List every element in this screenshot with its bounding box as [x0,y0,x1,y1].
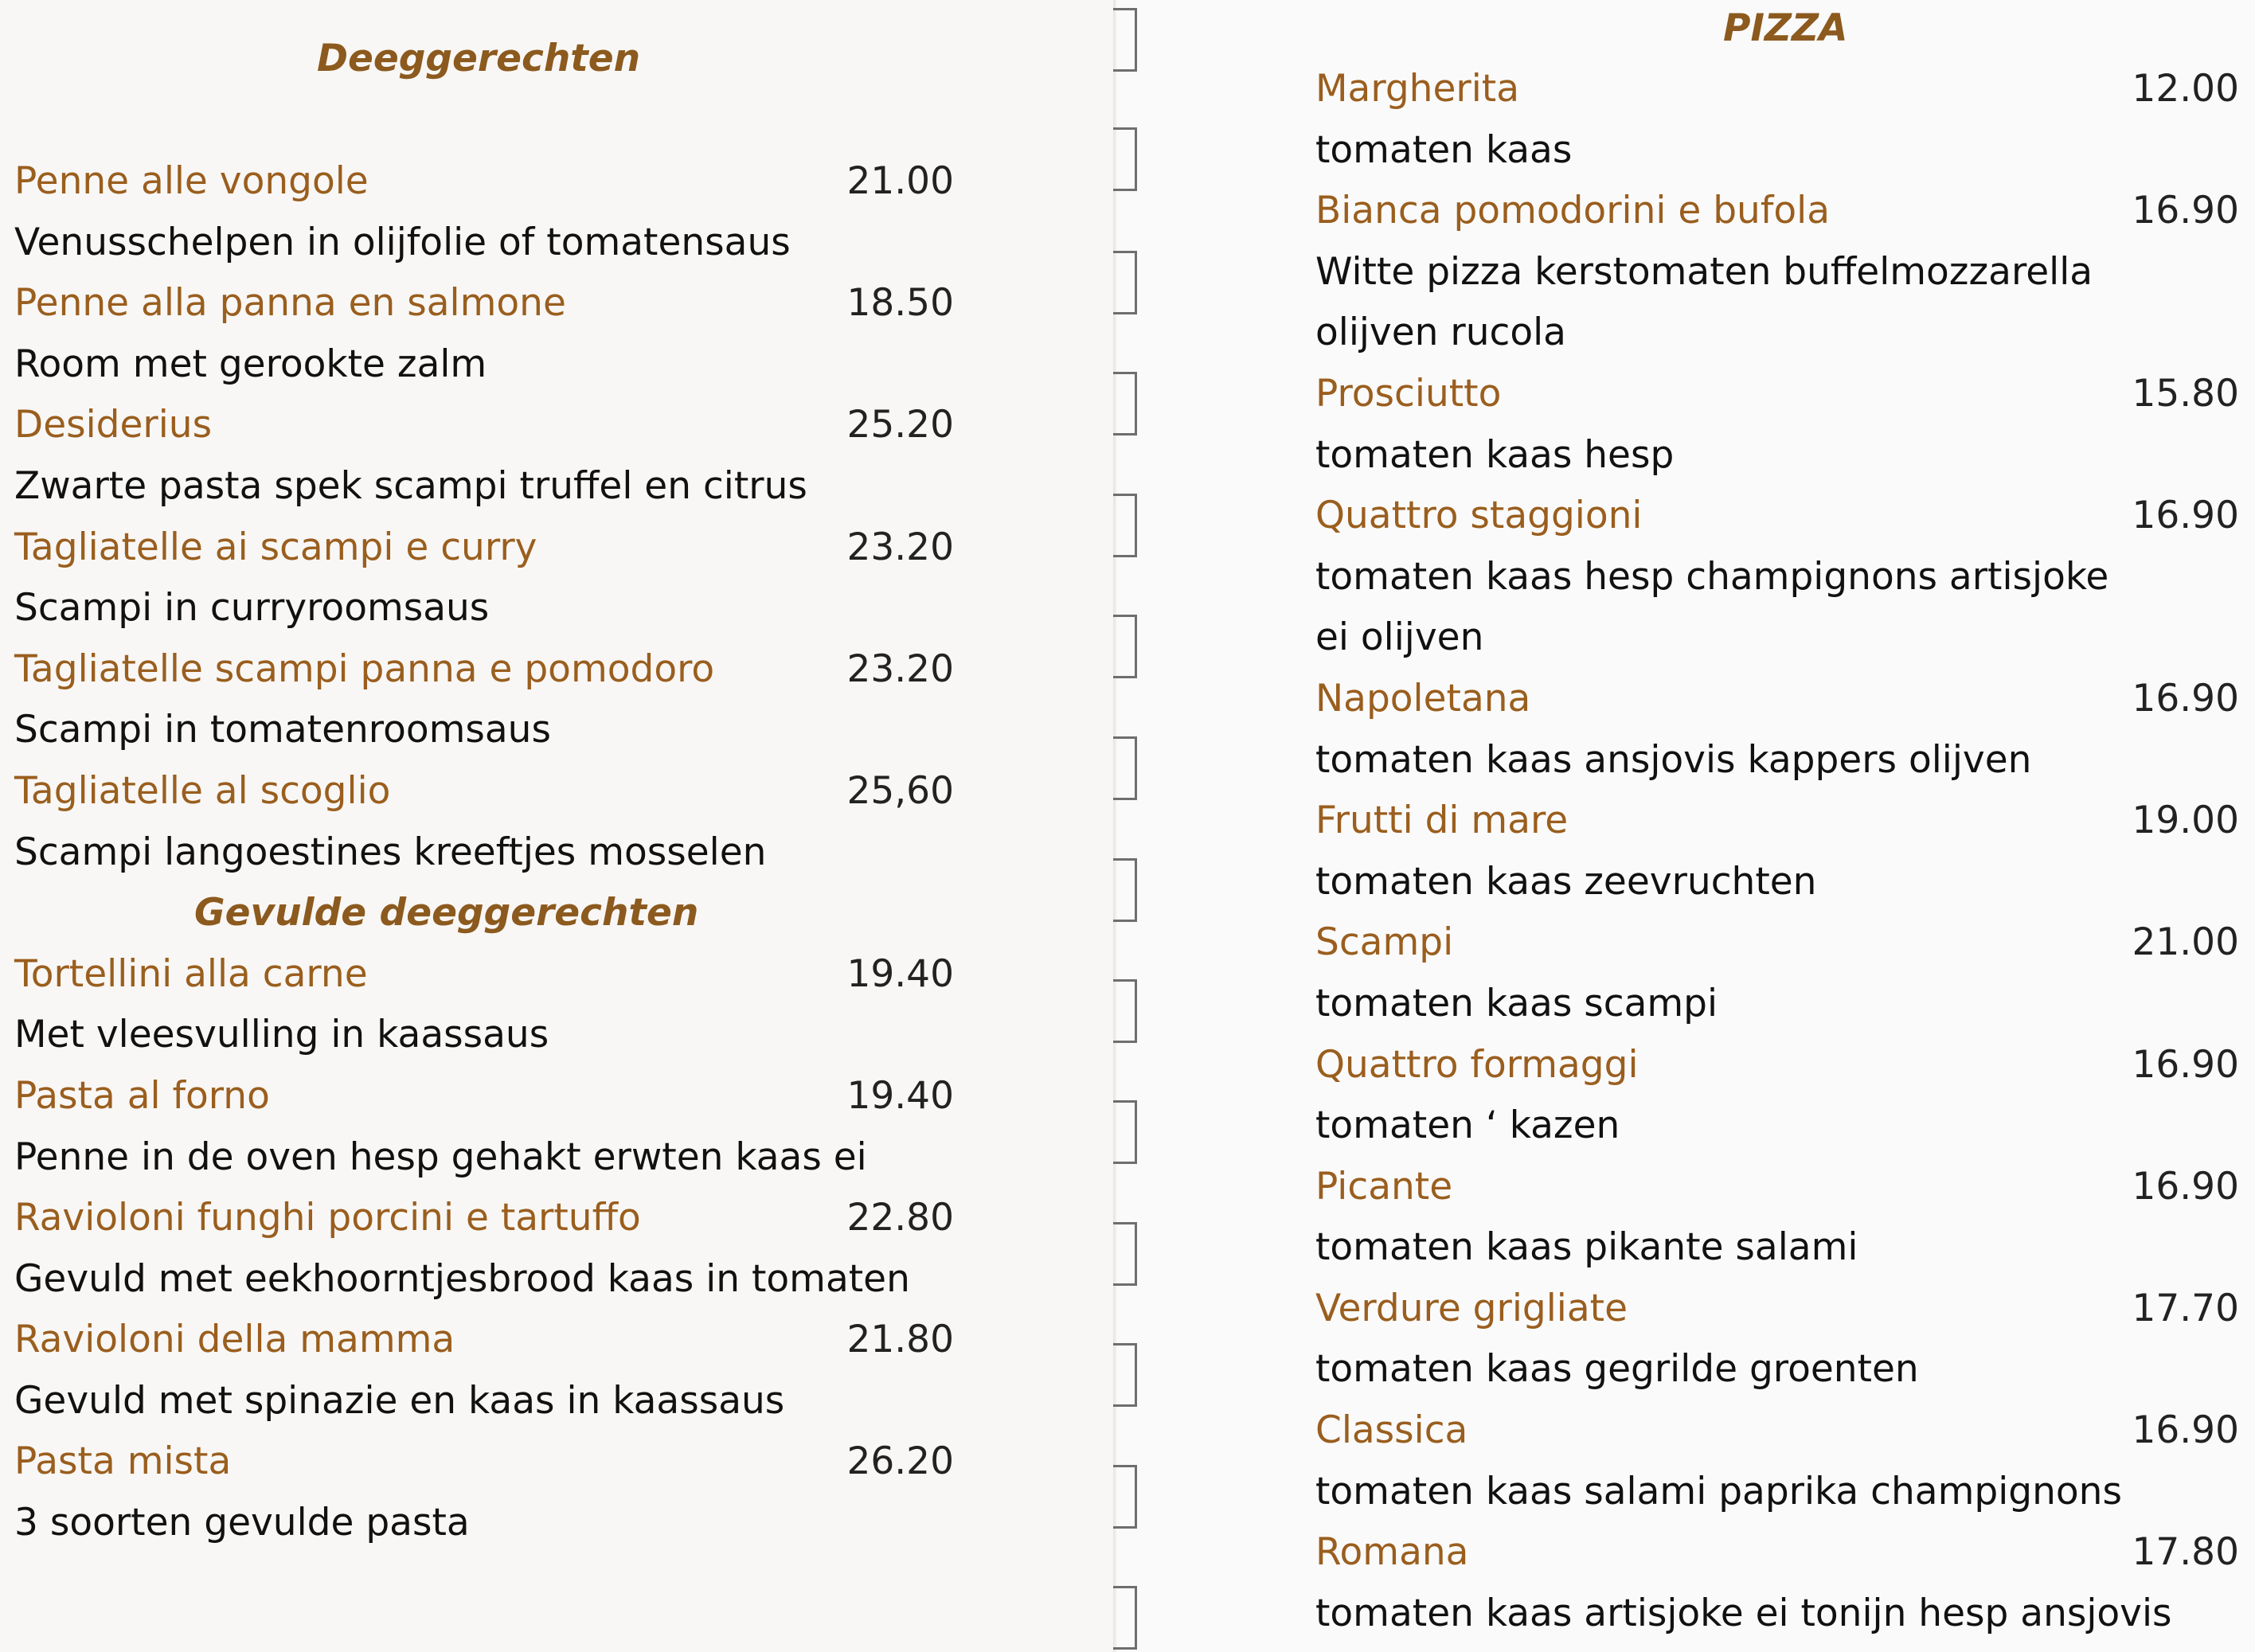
dish-price: 17.80 [2132,1530,2239,1575]
dish-name: Classica [1315,1408,1468,1453]
dish-description: tomaten kaas zeevruchten [1315,859,1817,904]
menu-item-row [14,273,954,334]
menu-item-row [1315,181,2239,242]
menu-item-row [14,1310,954,1371]
binding-ring [1113,1586,1140,1650]
dish-description: tomaten kaas hesp champignons artisjoke [1315,554,2109,599]
dish-price: 16.90 [2132,1408,2239,1453]
dish-price: 16.90 [2132,189,2239,233]
section-heading-deeggerechten: Deeggerechten [317,37,641,80]
dish-description: Venusschelpen in olijfolie of tomatensaus [14,220,791,264]
dish-description: Scampi in curryroomsaus [14,586,490,631]
binding-ring [1113,372,1140,435]
menu-item-row [1315,912,2239,974]
dish-description: Penne in de oven hesp gehakt erwten kaas ei [14,1135,867,1179]
dish-price: 19.40 [846,1073,954,1118]
dish-description: tomaten kaas [1315,127,1573,172]
dish-price: 16.90 [2132,1042,2239,1087]
menu-item-row [1315,791,2239,852]
menu-item-row [14,395,954,456]
menu-item-row [14,1188,954,1249]
binding-ring [1113,251,1140,314]
binding-ring [1113,858,1140,922]
dish-price: 16.90 [2132,494,2239,538]
dish-price: 25,60 [846,768,954,813]
pizza-list [1315,59,2239,1644]
dish-description: tomaten kaas hesp [1315,432,1675,477]
dish-price: 26.20 [846,1439,954,1484]
menu-item-row [1315,1400,2239,1462]
filled-pasta-list [14,944,954,1554]
dish-price: 12.00 [2132,67,2239,111]
dish-price: 23.20 [846,646,954,691]
dish-price: 23.20 [846,525,954,569]
binding-ring [1113,1222,1140,1286]
dish-price: 19.00 [2132,799,2239,843]
menu-item-row [14,761,954,822]
pasta-list [14,151,954,883]
dish-description: tomaten ‘ kazen [1315,1103,1620,1148]
dish-name: Penne alla panna en salmone [14,281,566,326]
dish-name: Penne alle vongole [14,159,369,203]
dish-description: Room met gerookte zalm [14,342,487,386]
menu-item-row [1315,1157,2239,1218]
dish-name: Ravioloni funghi porcini e tartuffo [14,1196,641,1240]
dish-name: Frutti di mare [1315,799,1569,843]
menu-item-row [14,639,954,701]
dish-name: Verdure grigliate [1315,1286,1628,1330]
dish-name: Bianca pomodorini e bufola [1315,189,1830,233]
dish-description: Zwarte pasta spek scampi truffel en citrus [14,463,807,508]
dish-name: Tagliatelle scampi panna e pomodoro [14,646,715,691]
menu-item-row [1315,364,2239,425]
binding-ring [1113,979,1140,1043]
dish-price: 19.40 [846,951,954,996]
menu-item-row [14,517,954,579]
dish-name: Desiderius [14,403,213,447]
spacer [14,89,954,151]
dish-description: tomaten kaas pikante salami [1315,1225,1858,1270]
section-heading-gevulde: Gevulde deeggerechten [194,891,699,935]
dish-description: tomaten kaas salami paprika champignons [1315,1469,2122,1513]
dish-price: 16.90 [2132,1164,2239,1209]
dish-name: Quattro staggioni [1315,494,1643,538]
menu-item-row [14,151,954,213]
binding-ring [1113,127,1140,191]
dish-price: 21.00 [2132,920,2239,965]
dish-description: Scampi langoestines kreeftjes mosselen [14,830,767,874]
binding-ring [1113,615,1140,678]
dish-name: Napoletana [1315,676,1531,721]
dish-price: 16.90 [2132,676,2239,721]
menu-item-row [1315,1522,2239,1584]
dish-name: Ravioloni della mamma [14,1318,455,1362]
menu-item-row [1315,1279,2239,1340]
menu-item-row [1315,1035,2239,1096]
dish-description: Witte pizza kerstomaten buffelmozzarella [1315,249,2093,294]
pizza-column [1315,0,2239,1644]
dish-name: Quattro formaggi [1315,1042,1639,1087]
dish-name: Tortellini alla carne [14,951,368,996]
dish-name: Tagliatelle ai scampi e curry [14,525,537,569]
binding-ring [1113,8,1140,72]
dish-name: Scampi [1315,920,1454,965]
dish-name: Tagliatelle al scoglio [14,768,391,813]
pasta-column [14,0,954,1554]
binding-ring [1113,1343,1140,1407]
dish-description: tomaten kaas ansjovis kappers olijven [1315,737,2032,782]
dish-description: Gevuld met spinazie en kaas in kaassaus [14,1378,785,1423]
menu-item-row [1315,669,2239,730]
dish-description: olijven rucola [1315,310,1566,355]
binding-ring [1113,736,1140,800]
dish-name: Picante [1315,1164,1453,1209]
dish-description: tomaten kaas scampi [1315,981,1718,1025]
menu-item-row [14,1431,954,1493]
dish-price: 21.80 [846,1318,954,1362]
dish-price: 17.70 [2132,1286,2239,1330]
dish-price: 18.50 [846,281,954,326]
menu-item-row [14,1066,954,1127]
dish-name: Prosciutto [1315,371,1502,416]
dish-name: Margherita [1315,67,1519,111]
dish-description: Met vleesvulling in kaassaus [14,1013,549,1057]
menu-item-row [1315,59,2239,120]
dish-price: 25.20 [846,403,954,447]
dish-price: 15.80 [2132,371,2239,416]
dish-price: 22.80 [846,1196,954,1240]
dish-description: 3 soorten gevulde pasta [14,1501,470,1545]
menu-item-row [14,944,954,1006]
binding-ring [1113,1465,1140,1529]
dish-description: Scampi in tomatenroomsaus [14,708,551,752]
dish-name: Romana [1315,1530,1469,1575]
dish-description: ei olijven [1315,615,1484,660]
binding-ring [1113,494,1140,557]
binding-ring [1113,1100,1140,1164]
section-heading-pizza: PIZZA [1723,6,1848,50]
dish-description: Gevuld met eekhoorntjesbrood kaas in tomaten [14,1256,910,1301]
dish-price: 21.00 [846,159,954,203]
menu-item-row [1315,486,2239,547]
dish-description: tomaten kaas gegrilde groenten [1315,1347,1919,1392]
dish-name: Pasta mista [14,1439,232,1484]
dish-name: Pasta al forno [14,1073,270,1118]
dish-description: tomaten kaas artisjoke ei tonijn hesp ansjovis [1315,1591,2172,1635]
